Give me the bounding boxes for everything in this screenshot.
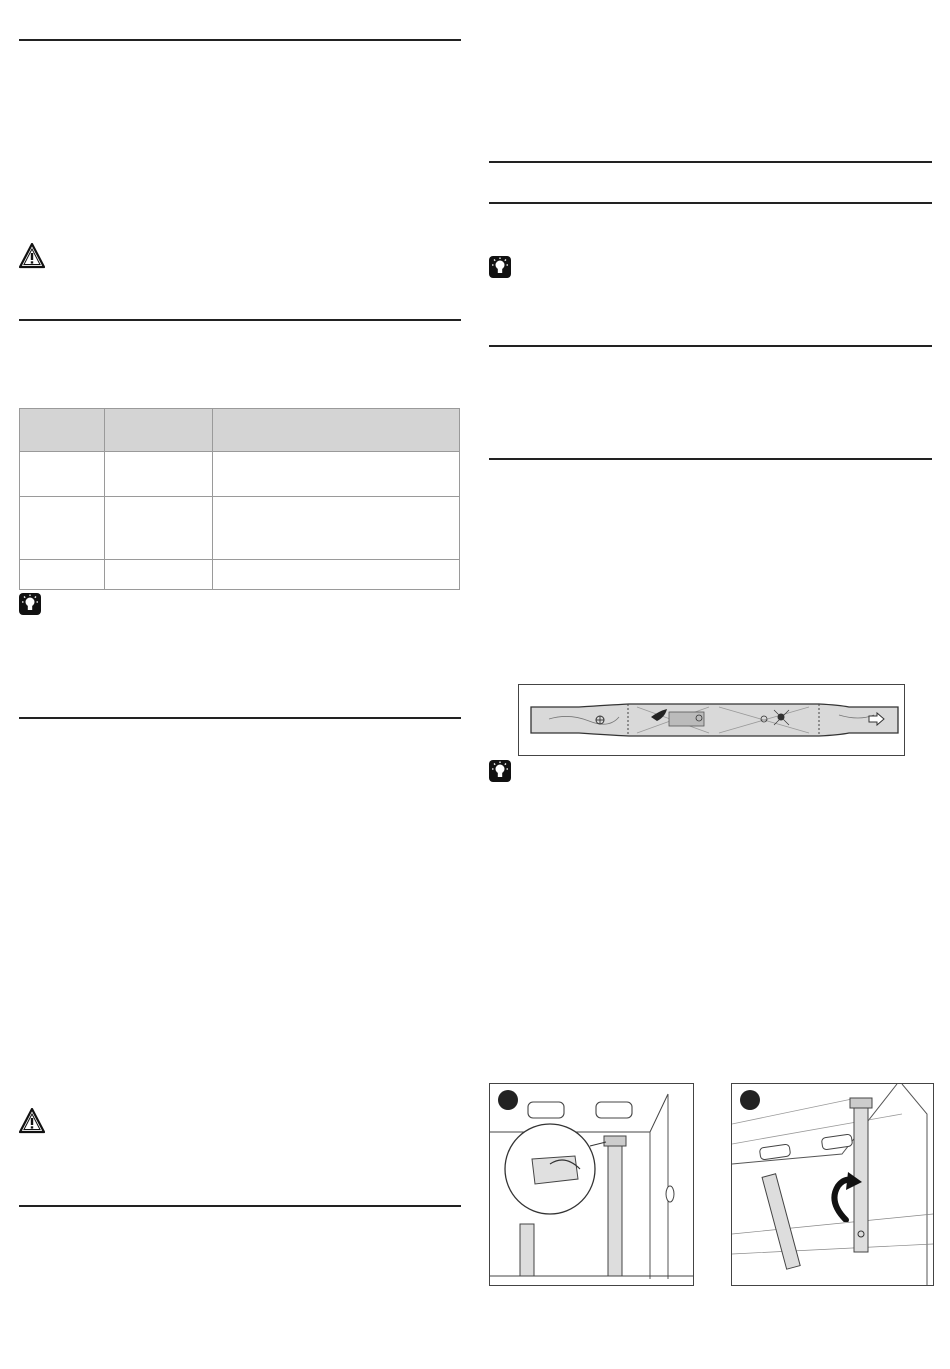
step-1-figure bbox=[489, 1083, 694, 1286]
table-cell bbox=[213, 452, 460, 497]
table-cell bbox=[213, 497, 460, 560]
table-cell bbox=[105, 560, 213, 590]
spec-table bbox=[19, 408, 460, 590]
section-divider-1 bbox=[19, 39, 461, 41]
table-header-cell bbox=[213, 409, 460, 452]
warning-triangle-icon bbox=[19, 1108, 45, 1134]
warning-triangle-icon bbox=[19, 243, 45, 269]
table-cell bbox=[213, 560, 460, 590]
lightbulb-tip-icon bbox=[19, 593, 41, 615]
section-divider-3 bbox=[19, 717, 461, 719]
section-divider-6 bbox=[489, 202, 932, 204]
section-divider-2 bbox=[19, 319, 461, 321]
section-divider-8 bbox=[489, 458, 932, 460]
table-row bbox=[20, 497, 460, 560]
burner-tube-figure bbox=[518, 684, 905, 756]
section-divider-7 bbox=[489, 345, 932, 347]
table-cell bbox=[105, 452, 213, 497]
burner-tube-illustration bbox=[519, 685, 904, 755]
table-cell bbox=[20, 497, 105, 560]
step-1-illustration bbox=[490, 1084, 693, 1285]
step-2-figure bbox=[731, 1083, 934, 1286]
lightbulb-tip-icon bbox=[489, 760, 511, 782]
table-header-cell bbox=[20, 409, 105, 452]
section-divider-5 bbox=[489, 161, 932, 163]
table-cell bbox=[20, 560, 105, 590]
table-cell bbox=[105, 497, 213, 560]
section-divider-4 bbox=[19, 1205, 461, 1207]
table-cell bbox=[20, 452, 105, 497]
lightbulb-tip-icon bbox=[489, 256, 511, 278]
table-header-cell bbox=[105, 409, 213, 452]
table-row bbox=[20, 560, 460, 590]
table-row bbox=[20, 452, 460, 497]
table-header-row bbox=[20, 409, 460, 452]
rotate-arrow-icon bbox=[824, 1172, 864, 1222]
